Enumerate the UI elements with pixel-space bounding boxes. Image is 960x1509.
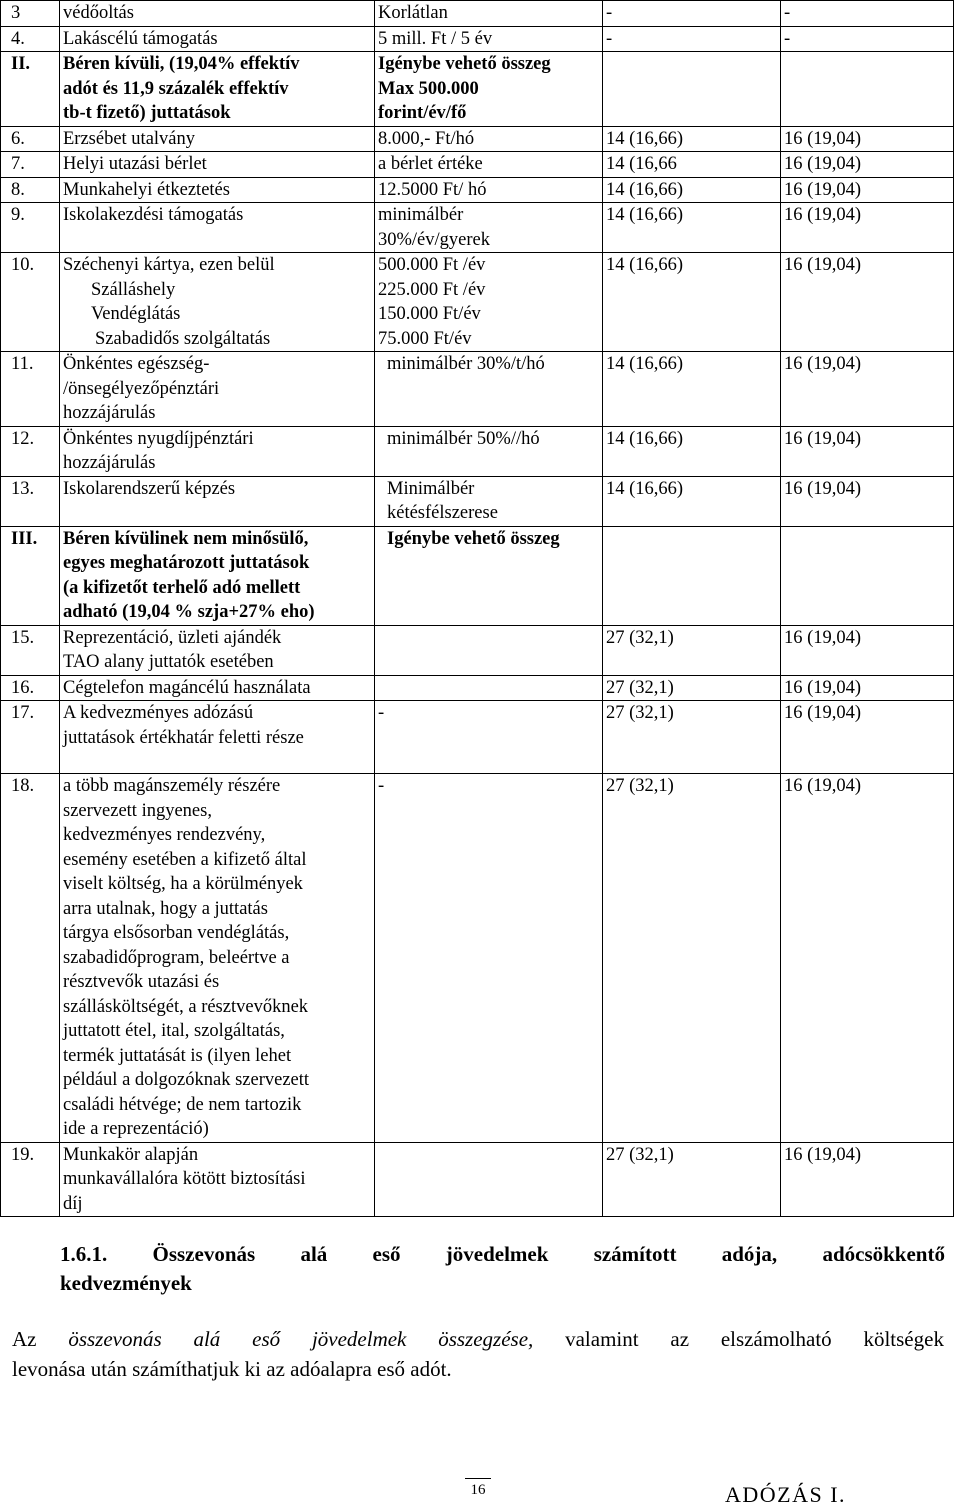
benefit-name-line: Béren kívüli, (19,04% effektív xyxy=(63,54,300,74)
benefit-name-line: szabadidőprogram, beleértve a xyxy=(63,947,290,968)
benefit-name-line: Szabadidős szolgáltatás xyxy=(95,328,271,349)
benefit-limit-line: kétésfélszerese xyxy=(387,503,498,523)
table-row xyxy=(1,675,954,701)
benefit-name xyxy=(60,625,375,675)
table-row xyxy=(1,203,954,253)
benefit-limit-line: 30%/év/gyerek xyxy=(378,229,490,250)
benefit-name: Iskolakezdési támogatás xyxy=(60,203,375,253)
tax-rate-2: 16 (19,04) xyxy=(781,352,954,427)
benefit-name-line: A kedvezményes adózású xyxy=(63,703,254,723)
row-number: 18. xyxy=(1,774,60,1143)
table-row xyxy=(1,152,954,178)
tax-rate-2: 16 (19,04) xyxy=(781,774,954,1143)
benefit-limit-line: 150.000 Ft/év xyxy=(378,304,481,324)
tax-rate-1: 27 (32,1) xyxy=(603,675,781,701)
benefit-limit-line: Max 500.000 xyxy=(378,78,479,99)
table-row xyxy=(1,701,954,774)
tax-rate-1: 27 (32,1) xyxy=(603,1142,781,1217)
benefit-name-line: díj xyxy=(63,1193,83,1214)
row-number: III. xyxy=(1,526,60,625)
row-number: 9. xyxy=(1,203,60,253)
table-row xyxy=(1,352,954,427)
benefit-limit: minimálbér 50%//hó xyxy=(375,426,603,476)
table-row xyxy=(1,1,954,27)
tax-rate-1: 14 (16,66) xyxy=(603,203,781,253)
benefit-limit-line: Minimálbér xyxy=(387,478,475,499)
paragraph-line2: levonása után számíthatjuk ki az adóalapra eső adót. xyxy=(12,1357,452,1381)
section-heading xyxy=(60,1240,945,1298)
tax-rate-1: 14 (16,66) xyxy=(603,253,781,352)
tax-rate-2: 16 (19,04) xyxy=(781,675,954,701)
section-title-word: alá xyxy=(300,1242,328,1266)
tax-rate-1: 14 (16,66) xyxy=(603,352,781,427)
benefit-limit xyxy=(375,203,603,253)
benefit-name: Lakáscélú támogatás xyxy=(60,26,375,52)
table-row xyxy=(1,26,954,52)
section-title-word: adócsökkentő xyxy=(822,1242,945,1266)
benefit-name-line: Önkéntes nyugdíjpénztári xyxy=(63,428,254,449)
benefit-limit: 12.5000 Ft/ hó xyxy=(375,177,603,203)
benefit-name-line: tb-t fizető) juttatások xyxy=(63,103,231,123)
paragraph-word: jövedelmek xyxy=(311,1327,407,1351)
table-row xyxy=(1,126,954,152)
tax-rate-1: 14 (16,66) xyxy=(603,476,781,526)
benefit-limit-line: 225.000 Ft /év xyxy=(378,279,486,300)
paragraph-word: eső xyxy=(252,1327,281,1351)
tax-rate-1: 27 (32,1) xyxy=(603,701,781,774)
benefit-limit: Korlátlan xyxy=(375,1,603,27)
benefit-name: Iskolarendszerű képzés xyxy=(60,476,375,526)
tax-rate-2: - xyxy=(781,26,954,52)
benefit-limit: 8.000,- Ft/hó xyxy=(375,126,603,152)
benefit-name-line: arra utalnak, hogy a juttatás xyxy=(63,898,268,919)
section-title-word: Összevonás xyxy=(152,1242,256,1266)
paragraph-word: elszámolható xyxy=(720,1327,832,1351)
benefit-name-line: (a kifizetőt terhelő adó mellett xyxy=(63,577,301,598)
tax-rate-1: 14 (16,66) xyxy=(603,177,781,203)
table-row xyxy=(1,1142,954,1217)
benefit-name-line: adható (19,04 % szja+27% eho) xyxy=(63,602,315,622)
row-number: 16. xyxy=(1,675,60,701)
benefit-limit xyxy=(375,1142,603,1217)
tax-rate-2: 16 (19,04) xyxy=(781,701,954,774)
benefit-name xyxy=(60,1142,375,1217)
tax-rate-1: - xyxy=(603,1,781,27)
benefit-name-line: Önkéntes egészség- xyxy=(63,354,210,374)
tax-rate-1: 27 (32,1) xyxy=(603,625,781,675)
benefit-limit-line: minimálbér xyxy=(378,205,464,225)
body-paragraph xyxy=(12,1324,944,1384)
benefit-name: Helyi utazási bérlet xyxy=(60,152,375,178)
benefit-limit: a bérlet értéke xyxy=(375,152,603,178)
benefit-name-line: szervezett ingyenes, xyxy=(63,800,212,821)
tax-rate-1: - xyxy=(603,26,781,52)
section-title-word: számított xyxy=(593,1242,677,1266)
row-number: 8. xyxy=(1,177,60,203)
row-number: 10. xyxy=(1,253,60,352)
benefit-name xyxy=(60,253,375,352)
table-row xyxy=(1,426,954,476)
row-number: 4. xyxy=(1,26,60,52)
footer-title: ADÓZÁS I. xyxy=(725,1482,847,1507)
benefit-name xyxy=(60,526,375,625)
section-title-word: adója, xyxy=(721,1242,778,1266)
benefit-name-line: tárgya elsősorban vendéglátás, xyxy=(63,923,290,943)
benefit-limit xyxy=(375,625,603,675)
benefit-name-line: szállásköltségét, a résztvevőknek xyxy=(63,996,309,1017)
benefit-limit: - xyxy=(375,701,603,774)
page-number: 16 xyxy=(465,1478,491,1499)
benefit-name-line: /önsegélyezőpénztári xyxy=(63,378,220,399)
benefit-name-line: Reprezentáció, üzleti ajándék xyxy=(63,627,282,648)
section-heading-line2: kedvezmények xyxy=(60,1271,192,1295)
tax-rate-1: 27 (32,1) xyxy=(603,774,781,1143)
tax-rate-2: - xyxy=(781,1,954,27)
benefit-name-line: például a dolgozóknak szervezett xyxy=(63,1070,310,1090)
tax-rate-2: 16 (19,04) xyxy=(781,177,954,203)
table-row xyxy=(1,774,954,1143)
paragraph-word: valamint xyxy=(565,1327,639,1351)
paragraph-word: összegzése, xyxy=(438,1327,534,1351)
table-row xyxy=(1,625,954,675)
row-number: 3 xyxy=(1,1,60,27)
table-row xyxy=(1,177,954,203)
benefit-name xyxy=(60,52,375,127)
benefit-name-line: Szálláshely xyxy=(91,279,176,300)
benefit-limit-line: 75.000 Ft/év xyxy=(378,328,472,349)
section-title-word: jövedelmek xyxy=(445,1242,549,1266)
benefit-name-line: Béren kívülinek nem minősülő, xyxy=(63,528,309,549)
benefit-limit xyxy=(375,253,603,352)
tax-rate-1: 14 (16,66) xyxy=(603,426,781,476)
paragraph-word: Az xyxy=(12,1327,37,1351)
benefit-name-line: családi hétvége; de nem tartozik xyxy=(63,1094,302,1115)
benefit-name-line: hozzájárulás xyxy=(63,453,156,473)
tax-rate-2: 16 (19,04) xyxy=(781,126,954,152)
row-number: 6. xyxy=(1,126,60,152)
benefit-name-line: adót és 11,9 százalék effektív xyxy=(63,78,289,99)
benefit-name: Cégtelefon magáncélú használata xyxy=(60,675,375,701)
row-number: 7. xyxy=(1,152,60,178)
benefit-name-line: termék juttatását is (ilyen lehet xyxy=(63,1045,292,1066)
benefit-limit xyxy=(375,675,603,701)
benefit-name-line: egyes meghatározott juttatások xyxy=(63,553,310,573)
benefit-name-line: a több magánszemély részére xyxy=(63,776,281,796)
tax-rate-1 xyxy=(603,526,781,625)
benefit-name: Erzsébet utalvány xyxy=(60,126,375,152)
tax-rate-2: 16 (19,04) xyxy=(781,476,954,526)
benefit-name-line: munkavállalóra kötött biztosítási xyxy=(63,1169,306,1189)
benefit-name-line: juttatások értékhatár feletti része xyxy=(63,727,304,748)
paragraph-word: az xyxy=(670,1327,690,1351)
tax-rate-2 xyxy=(781,526,954,625)
benefit-limit: Igénybe vehető összeg xyxy=(375,526,603,625)
tax-rate-2: 16 (19,04) xyxy=(781,625,954,675)
benefit-limit-line: forint/év/fő xyxy=(378,103,467,123)
benefit-limit: minimálbér 30%/t/hó xyxy=(375,352,603,427)
section-row xyxy=(1,52,954,127)
benefit-name xyxy=(60,352,375,427)
section-row xyxy=(1,526,954,625)
row-number: 17. xyxy=(1,701,60,774)
paragraph-word: költségek xyxy=(863,1327,944,1351)
paragraph-word: összevonás xyxy=(68,1327,162,1351)
benefit-name xyxy=(60,701,375,774)
benefit-name-line: Vendéglátás xyxy=(91,304,181,324)
benefit-limit-line: Igénybe vehető összeg xyxy=(378,54,551,74)
tax-rate-2: 16 (19,04) xyxy=(781,1142,954,1217)
benefit-name-line: viselt költség, ha a körülmények xyxy=(63,874,303,894)
benefit-name: védőoltás xyxy=(60,1,375,27)
benefit-name: Munkahelyi étkeztetés xyxy=(60,177,375,203)
benefit-name xyxy=(60,426,375,476)
tax-rate-2: 16 (19,04) xyxy=(781,203,954,253)
benefit-name-line: Munkakör alapján xyxy=(63,1144,199,1165)
benefit-name xyxy=(60,774,375,1143)
paragraph-word: alá xyxy=(193,1327,221,1351)
benefit-name-line: TAO alany juttatók esetében xyxy=(63,652,274,672)
row-number: 12. xyxy=(1,426,60,476)
tax-rate-1 xyxy=(603,52,781,127)
benefit-name-line: esemény esetében a kifizető által xyxy=(63,849,307,870)
benefit-limit-line: 500.000 Ft /év xyxy=(378,255,486,275)
benefit-name-line: ide a reprezentáció) xyxy=(63,1119,209,1139)
table-row xyxy=(1,476,954,526)
tax-rate-2 xyxy=(781,52,954,127)
tax-rate-1: 14 (16,66 xyxy=(603,152,781,178)
row-number: 11. xyxy=(1,352,60,427)
benefit-name-line: Széchenyi kártya, ezen belül xyxy=(63,255,275,275)
section-number: 1.6.1. xyxy=(60,1242,108,1266)
table-row xyxy=(1,253,954,352)
tax-rate-2: 16 (19,04) xyxy=(781,253,954,352)
tax-rate-2: 16 (19,04) xyxy=(781,426,954,476)
tax-rate-2: 16 (19,04) xyxy=(781,152,954,178)
benefit-name-line: kedvezményes rendezvény, xyxy=(63,825,266,845)
benefit-limit xyxy=(375,476,603,526)
row-number: 15. xyxy=(1,625,60,675)
benefit-limit: - xyxy=(375,774,603,1143)
section-title-word: eső xyxy=(372,1242,401,1266)
tax-rate-1: 14 (16,66) xyxy=(603,126,781,152)
benefit-name-line: résztvevők utazási és xyxy=(63,972,220,992)
benefit-limit: 5 mill. Ft / 5 év xyxy=(375,26,603,52)
benefit-name-line: juttatott étel, ital, szolgáltatás, xyxy=(63,1021,285,1041)
benefit-limit xyxy=(375,52,603,127)
row-number: 19. xyxy=(1,1142,60,1217)
benefit-name-line: hozzájárulás xyxy=(63,403,156,423)
row-number: 13. xyxy=(1,476,60,526)
row-number: II. xyxy=(1,52,60,127)
